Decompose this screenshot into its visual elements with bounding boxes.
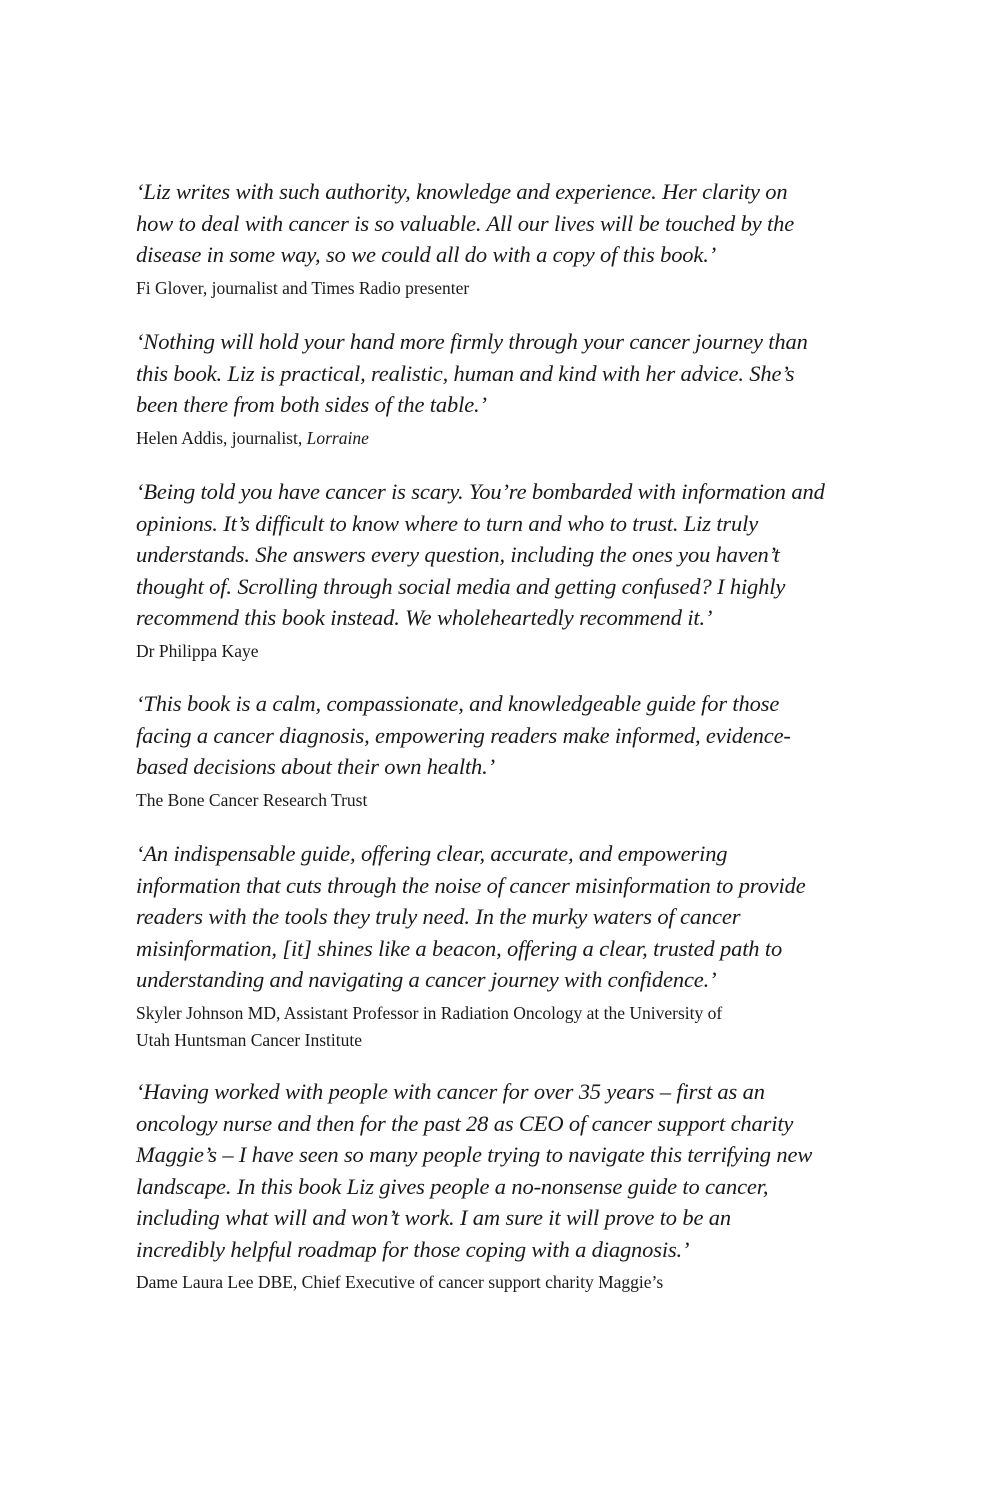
endorsement-attribution: Dame Laura Lee DBE, Chief Executive of cancer support charity Maggie’s	[136, 1272, 664, 1292]
endorsement-quote	[136, 1076, 812, 1265]
endorsement-fi-glover	[136, 176, 794, 302]
endorsement-quote	[136, 326, 808, 421]
endorsement-attribution	[136, 425, 808, 452]
attribution-line: Utah Huntsman Cancer Institute	[136, 1029, 362, 1050]
quote-line: information that cuts through the noise of cancer misinformation to provide	[136, 872, 806, 898]
quote-line: understanding and navigating a cancer journey with confidence.’	[136, 967, 717, 992]
endorsement-attribution: The Bone Cancer Research Trust	[136, 789, 368, 810]
quote-line: ‘Having worked with people with cancer for over 35 years – first as an	[136, 1079, 765, 1104]
endorsement-bone-cancer-research-trust	[136, 688, 791, 814]
endorsement-attribution: Fi Glover, journalist and Times Radio presenter	[136, 277, 470, 298]
endorsement-quote	[136, 176, 794, 271]
quote-line: landscape. In this book Liz gives people a no-nonsense guide to cancer,	[136, 1173, 769, 1199]
endorsement-philippa-kaye	[136, 476, 825, 665]
endorsement-laura-lee	[136, 1076, 812, 1296]
quote-line: ‘Being told you have cancer is scary. You’re bombarded with information and	[136, 479, 825, 504]
quote-line: based decisions about their own health.’	[136, 754, 495, 779]
endorsement-helen-addis	[136, 326, 808, 452]
quote-line: readers with the tools they truly need. In the murky waters of cancer	[136, 904, 741, 929]
attribution-show-title: Lorraine	[306, 427, 369, 448]
quote-line: thought of. Scrolling through social media and getting confused? I highly	[136, 573, 786, 599]
quote-line: ‘Nothing will hold your hand more firmly through your cancer journey than	[136, 329, 808, 354]
endorsement-attribution: Dr Philippa Kaye	[136, 640, 259, 661]
attribution-text: Helen Addis, journalist,	[136, 427, 307, 448]
quote-line: misinformation, [it] shines like a beacon, offering a clear, trusted path to	[136, 935, 783, 961]
endorsement-quote	[136, 476, 825, 634]
quote-line: disease in some way, so we could all do with a copy of this book.’	[136, 242, 717, 267]
quote-line: facing a cancer diagnosis, empowering readers make informed, evidence-	[136, 722, 791, 748]
quote-line: this book. Liz is practical, realistic, human and kind with her advice. She’s	[136, 360, 795, 386]
endorsement-quote	[136, 838, 806, 996]
quote-line: Maggie’s – I have seen so many people trying to navigate this terrifying new	[136, 1142, 813, 1167]
attribution-line: Skyler Johnson MD, Assistant Professor in Radiation Oncology at the University of	[136, 1002, 723, 1023]
quote-line: how to deal with cancer is so valuable. All our lives will be touched by the	[136, 210, 795, 236]
quote-line: ‘An indispensable guide, offering clear, accurate, and empowering	[136, 841, 728, 866]
quote-line: including what will and won’t work. I am sure it will prove to be an	[136, 1205, 731, 1230]
endorsement-attribution	[136, 1000, 806, 1054]
quote-line: ‘This book is a calm, compassionate, and knowledgeable guide for those	[136, 691, 780, 716]
endorsement-quote	[136, 688, 791, 783]
quote-line: understands. She answers every question, including the ones you haven’t	[136, 542, 780, 567]
quote-line: been there from both sides of the table.’	[136, 392, 487, 417]
quote-line: opinions. It’s difficult to know where to turn and who to trust. Liz truly	[136, 510, 759, 536]
quote-line: incredibly helpful roadmap for those coping with a diagnosis.’	[136, 1236, 690, 1262]
quote-line: oncology nurse and then for the past 28 as CEO of cancer support charity	[136, 1110, 794, 1136]
quote-line: ‘Liz writes with such authority, knowledge and experience. Her clarity on	[136, 179, 788, 204]
quote-line: recommend this book instead. We wholeheartedly recommend it.’	[136, 605, 713, 630]
endorsement-skyler-johnson	[136, 838, 806, 1054]
